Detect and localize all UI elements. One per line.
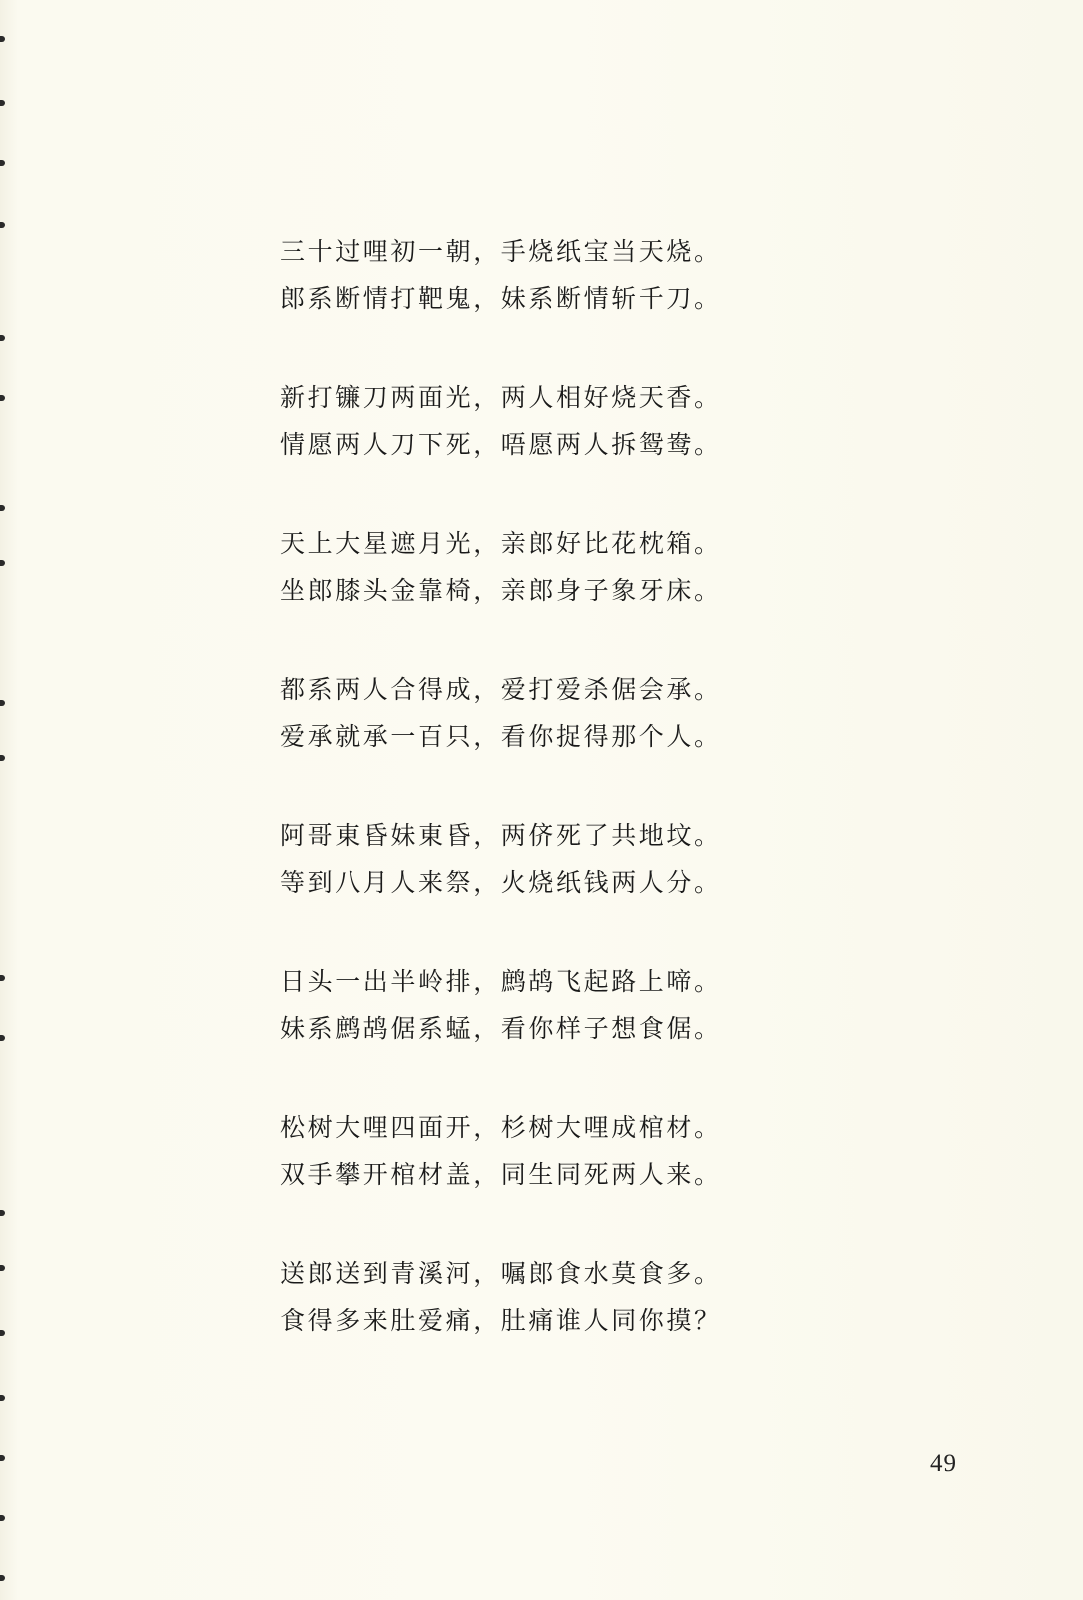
- binding-hole: [0, 36, 5, 42]
- verse-line: 郎系断情打靶鬼，妹系断情斩千刀。: [280, 284, 722, 313]
- binding-hole: [0, 222, 5, 228]
- stanza: [280, 958, 800, 1052]
- binding-hole: [0, 1265, 5, 1271]
- verse-line: 新打镰刀两面光，两人相好烧天香。: [280, 383, 722, 412]
- stanza: [280, 228, 800, 322]
- verse-line: 爱承就承一百只，看你捉得那个人。: [280, 722, 722, 751]
- binding-hole: [0, 975, 5, 981]
- binding-hole: [0, 335, 5, 341]
- poem-body: [280, 228, 800, 1396]
- verse-line: 送郎送到青溪河，嘱郎食水莫食多。: [280, 1259, 722, 1288]
- verse-line: 松树大哩四面开，杉树大哩成棺材。: [280, 1113, 722, 1142]
- stanza: [280, 1250, 800, 1344]
- verse-line: 等到八月人来祭，火烧纸钱两人分。: [280, 868, 722, 897]
- verse-line: 情愿两人刀下死，唔愿两人拆鸳鸯。: [280, 430, 722, 459]
- stanza: [280, 1104, 800, 1198]
- verse-line: 都系两人合得成，爱打爱杀倨会承。: [280, 675, 722, 704]
- binding-hole: [0, 505, 5, 511]
- verse-line: 日头一出半岭排，鹧鸪飞起路上啼。: [280, 967, 722, 996]
- stanza: [280, 812, 800, 906]
- verse-line: 天上大星遮月光，亲郎好比花枕箱。: [280, 529, 722, 558]
- verse-line: 坐郎膝头金靠椅，亲郎身子象牙床。: [280, 576, 722, 605]
- verse-line: 双手攀开棺材盖，同生同死两人来。: [280, 1160, 722, 1189]
- stanza: [280, 666, 800, 760]
- binding-hole: [0, 160, 5, 166]
- binding-hole: [0, 1330, 5, 1336]
- binding-hole: [0, 1455, 5, 1461]
- binding-hole: [0, 100, 5, 106]
- verse-line: 三十过哩初一朝，手烧纸宝当天烧。: [280, 237, 722, 266]
- verse-line: 食得多来肚爱痛，肚痛谁人同你摸？: [280, 1306, 722, 1335]
- verse-line: 阿哥東昏妹東昏，两侪死了共地坟。: [280, 821, 722, 850]
- binding-hole: [0, 755, 5, 761]
- verse-line: 妹系鹧鸪倨系蜢，看你样子想食倨。: [280, 1014, 722, 1043]
- binding-hole: [0, 1395, 5, 1401]
- binding-edge: [0, 0, 10, 1600]
- stanza: [280, 520, 800, 614]
- binding-hole: [0, 1515, 5, 1521]
- binding-hole: [0, 395, 5, 401]
- binding-hole: [0, 1210, 5, 1216]
- binding-hole: [0, 1035, 5, 1041]
- page-number: 49: [930, 1450, 957, 1477]
- binding-hole: [0, 700, 5, 706]
- binding-hole: [0, 560, 5, 566]
- binding-hole: [0, 1575, 5, 1581]
- stanza: [280, 374, 800, 468]
